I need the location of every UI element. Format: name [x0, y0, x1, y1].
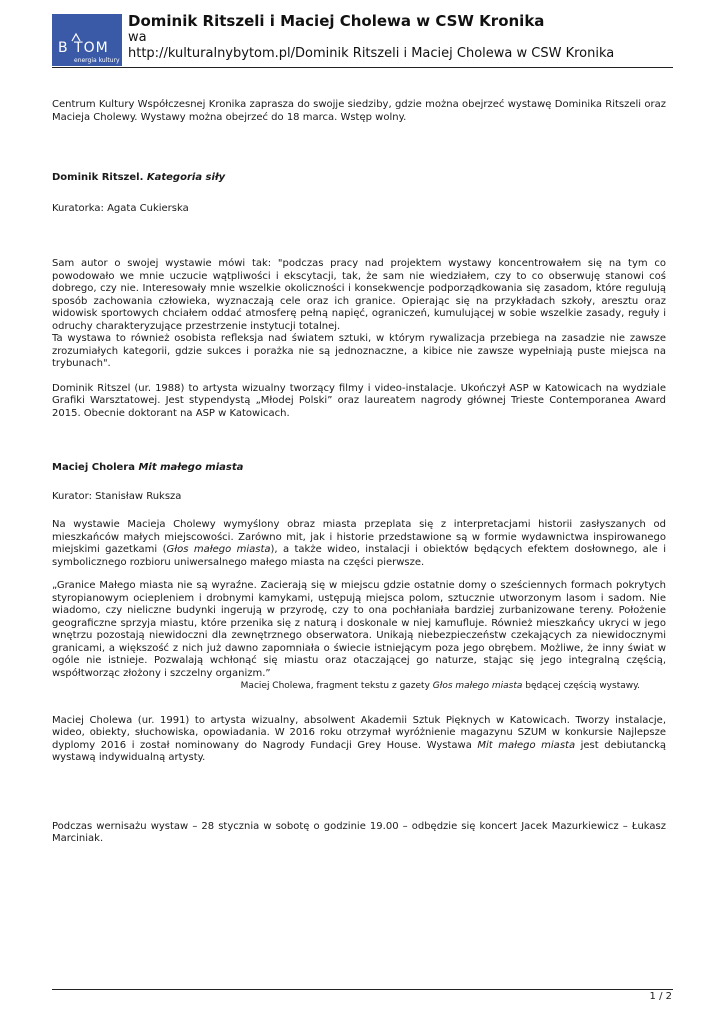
- logo-tagline: energia kultury: [74, 57, 120, 64]
- attrib-a: Maciej Cholewa, fragment tekstu z gazety: [240, 681, 433, 691]
- section1-quote-cont: Ta wystawa to również osobista refleksja nad światem sztuki, w którym rywalizacja przebiega na zasadzie nie zawsze zrozumiałych kategorii, gdzie sukces i porażka nie są jednoznaczne, a kibice nie zawsze wypełniają puste miejsca na trybunach".: [52, 333, 666, 369]
- section2-description: [52, 519, 666, 569]
- page-number: 1 / 2: [649, 991, 672, 1002]
- footer-divider: [52, 989, 673, 990]
- section1-heading: [52, 172, 666, 185]
- section1-heading-title: Kategoria siły: [146, 172, 226, 183]
- section2-desc-a: Na wystawie Macieja Cholewy wymyślony obraz miasta przeplata się z interpretacjami historii zasłyszanych od mieszkańców małych miejscowości. Zarówno mit, jak i historie przedstawione są w formie wydawnictwa inspirowanego miejskimi gazetkami (: [52, 519, 666, 555]
- header-divider: [52, 67, 673, 68]
- section2-desc-b: ), a także wideo, instalacji i obiektów będących efektem dosłownego, ale i symbolicznego rozbioru uniwersalnego małego miasta na części pierwsze.: [52, 544, 666, 568]
- closing-paragraph: Podczas wernisażu wystaw – 28 stycznia w sobotę o godzinie 19.00 – odbędzie się koncert Jacek Mazurkiewicz – Łukasz Marciniak.: [52, 820, 666, 844]
- section2-quote-attribution: [52, 680, 666, 693]
- section2-quote: „Granice Małego miasta nie są wyraźne. Zacierają się w miejscu gdzie ostatnie domy o sześciennych formach pokrytych styropianowym ociepleniem i drobnymi kamykami, ustępują miejsca polom, sztucznie utworzonym lasom i sadom. Nie wiadomo, czy nieliczne budynki ingerują w przyrodę, czy to ona pochłaniała bardziej zurbanizowane tereny. Położenie geograficzne sprzyja miastu, które przenika się z naturą i doskonale w niej kamufluje. Również mieszkańcy ukryci w jego wnętrzu pozostają niewidoczni dla zewnętrznego obserwatora. Unikają niebezpieczeństw czekających za niewidocznymi granicami, a większość z nich już dawno zapomniała o świecie istniejącym poza jego obrębem. Możliwe, że inny świat w ogóle nie istnieje. Pozwalają wchłonąć się miastu oraz otaczającej go naturze, stając się jego integralną częścią, współtworząc złożony i szczelny organizm.”: [52, 580, 666, 679]
- section2-bio-italic: Mit małego miasta: [477, 739, 576, 751]
- document-title: Dominik Ritszeli i Maciej Cholewa w CSW Kronika: [128, 12, 545, 30]
- section2-heading-title: Mit małego miasta: [138, 462, 244, 473]
- header: [128, 12, 708, 62]
- attrib-b: będącej częścią wystawy.: [522, 681, 640, 691]
- section2-bio-a: Maciej Cholewa (ur. 1991) to artysta wizualny, absolwent Akademii Sztuk Pięknych w Katowicach. Tworzy instalacje, wideo, obiekty, słuchowiska, opowiadania. W 2016 roku otrzymał wyróżnienie magazynu SZUM w konkursie Najlepsze dyplomy 2016 i został nominowany do Nagrody Fundacji Grey House. Wystawa: [52, 714, 666, 751]
- intro-paragraph: Centrum Kultury Współczesnej Kronika zaprasza do swojje siedziby, gdzie można obejrzeć wystawę Dominika Ritszeli oraz Macieja Cholewy. Wystawy można obejrzeć do 18 marca. Wstęp wolny.: [52, 99, 666, 123]
- section1-heading-name: Dominik Ritszel.: [52, 172, 144, 183]
- article-body: [52, 99, 666, 846]
- attrib-italic: Głos małego miasta: [432, 681, 523, 691]
- document-author: wa: [128, 30, 147, 45]
- section2-bio: [52, 715, 666, 765]
- section1-bio: Dominik Ritszel (ur. 1988) to artysta wizualny tworzący filmy i video-instalacje. Ukończył ASP w Katowicach na wydziale Grafiki Warsztatowej. Jest stypendystą „Młodej Polski” oraz laureatem nagrody głównej Trieste Contemporanea Award 2015. Obecnie doktorant na ASP w Katowicach.: [52, 382, 666, 419]
- section2-curator: Kurator: Stanisław Ruksza: [52, 490, 182, 502]
- section1-quote: Sam autor o swojej wystawie mówi tak: "podczas pracy nad projektem wystawy koncentrowałem się na tym co powodowało we mnie uczucie wątpliwości i ekscytacji, tak, że sam nie wiedziałem, czy to co obserwuję stanowi coś dobrego, czy nie. Interesowały mnie wszelkie okoliczności i konsekwencje podporządkowania się zasadom, które regulują sposób zachowania człowieka, wyznaczają cele oraz ich granice. Opierając się na przykładach szkoły, aresztu oraz widowisk sportowych chciałem oddać atmosferę pełną napięć, ograniczeń, kumulującej w sobie wszelkie zasady, reguły i odruchy charakteryzujące przestrzenie instytucji totalnej.: [52, 258, 666, 332]
- document-url[interactable]: http://kulturalnybytom.pl/Dominik Ritszeli i Maciej Cholewa w CSW Kronika: [128, 46, 615, 61]
- section2-heading-name: Maciej Cholera: [52, 462, 135, 473]
- section2-heading: [52, 462, 666, 475]
- section2-bio-b: jest debiutancką wystawą indywidualną artysty.: [52, 739, 666, 763]
- bytom-logo: [52, 14, 122, 66]
- logo-text: B TOM: [58, 40, 109, 56]
- section1-curator: Kuratorka: Agata Cukierska: [52, 202, 189, 214]
- section2-desc-italic: Głos małego miasta: [166, 544, 271, 555]
